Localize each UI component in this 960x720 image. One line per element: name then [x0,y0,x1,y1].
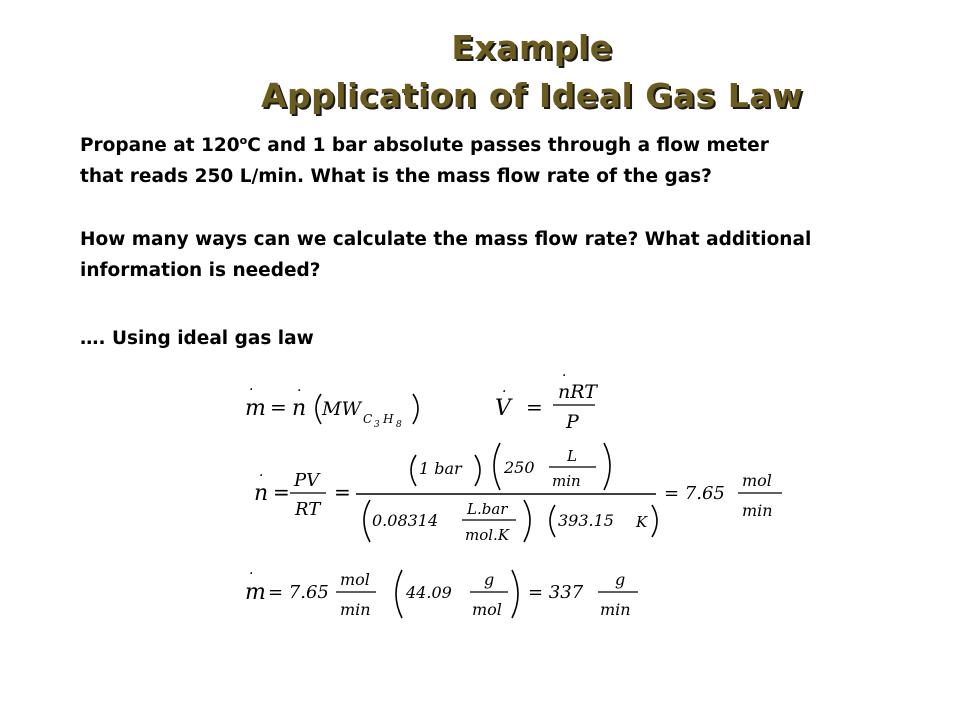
eq3-r-unit-den: mol.K [465,526,510,544]
question-line-2: information is needed? [80,260,321,281]
eq3-pv: PV [294,470,320,491]
equation-molar-flow [254,443,782,544]
equation-volumetric-flow [495,368,598,433]
eq1-lhs: m [245,396,266,421]
eq3-dot: · [259,468,264,484]
eq4-mw-unit-den: mol [472,600,502,619]
eq2-n-dot: · [562,368,567,384]
svg-text:=: = [334,480,351,504]
slide-title-line2: Application of Ideal Gas Law [260,76,804,115]
eq4-unit-num: mol [340,570,370,589]
eq1-equals: = [270,395,287,419]
eq1-paren-left [316,394,321,424]
eq4-result-unit-den: min [600,600,631,619]
eq3-volume-unit-num: L [567,447,577,465]
slide-title-line1: Example [451,28,613,67]
eq1-dot: · [249,382,254,398]
eq4-mw-unit-num: g [484,570,495,589]
eq2-denominator: P [566,411,579,433]
eq3-volume-unit-den: min [552,472,581,490]
eq1-sub-c: C [363,412,373,426]
eq2-equals: = [526,395,543,419]
eq3-result-unit-den: min [742,501,773,520]
problem-text-a: Propane at 120 [80,135,240,156]
problem-text-b: C and 1 bar absolute passes through a flow meter [247,135,769,156]
eq3-rt: RT [295,499,321,520]
eq4-result-unit-num: g [615,570,626,589]
eq4-molar-mass: 44.09 [406,583,452,602]
eq2-numerator: nRT [558,381,597,403]
question-line-1: How many ways can we calculate the mass flow rate? What additional [80,229,812,250]
eq1-n-dot: · [297,383,302,399]
eq4-moles: = 7.65 [268,582,329,603]
eq1-n: n [292,396,307,421]
eq2-dot: · [502,384,507,400]
eq4-result: = 337 [528,582,584,603]
problem-line-2: that reads 250 L/min. What is the mass flow rate of the gas? [80,166,712,187]
eq3-volume-rate: 250 [504,458,535,477]
equation-mass-flow-result [245,566,638,619]
eq3-gas-constant: 0.08314 [372,511,439,530]
eq3-result-unit-num: mol [742,471,772,490]
svg-text:=: = [273,480,290,504]
eq4-lhs: m [245,580,266,605]
eq1-sub-h: H [383,412,394,426]
eq1-paren-right [413,394,418,424]
eq1-mw: MW [322,398,361,420]
eq3-lhs: n [254,481,269,506]
eq4-unit-den: min [340,600,371,619]
equation-mass-from-moles [245,382,418,430]
method-line: …. Using ideal gas law [80,328,314,349]
degree-superscript: o [239,134,248,147]
eq4-dot: · [249,566,254,582]
eq3-r-unit-num: L.bar [467,500,508,518]
eq1-sub-8: 8 [396,420,402,430]
eq3-pressure: 1 bar [419,459,462,478]
eq1-sub-3: 3 [374,420,380,430]
eq2-lhs: V [495,396,511,421]
eq3-temperature-unit: K [636,513,648,531]
eq3-temperature: 393.15 [558,511,614,530]
eq3-result: = 7.65 [664,483,725,504]
